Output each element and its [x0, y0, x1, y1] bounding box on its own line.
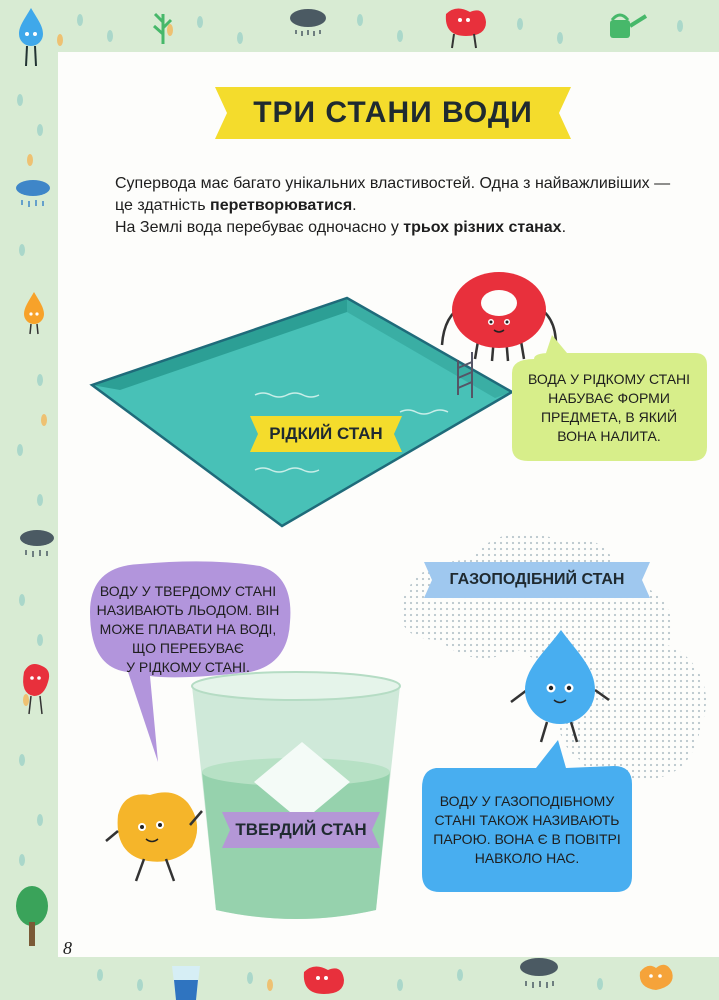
solid-bubble-text: ВОДУ У ТВЕРДОМУ СТАНІ НАЗИВАЮТЬ ЛЬОДОМ. ВІН МОЖЕ ПЛАВАТИ НА ВОДІ, ЩО ПЕРЕБУВАЄ У РІДКОМУ СТАНІ.	[96, 583, 280, 675]
intro-line-3: На Землі вода перебуває одночасно у трьох різних станах.	[115, 219, 567, 236]
gas-state-label: ГАЗОПОДІБНИЙ СТАН	[449, 571, 625, 588]
intro-line-1: Супервода має багато унікальних властивостей. Одна з найважливіших —	[115, 175, 671, 192]
gas-bubble-text: ВОДУ У ГАЗОПОДІБНОМУ СТАНІ ТАКОЖ НАЗИВАЮТЬ ПАРОЮ. ВОНА Є В ПОВІТРІ НАВКОЛО НАС.	[433, 793, 621, 866]
liquid-bubble-text: ВОДА У РІДКОМУ СТАНІ НАБУВАЄ ФОРМИ ПРЕДМЕТА, В ЯКИЙ ВОНА НАЛИТА.	[527, 371, 691, 444]
blue-drop-character	[505, 628, 615, 746]
solid-state-label: ТВЕРДИЙ СТАН	[235, 820, 367, 839]
intro-line-2: це здатність перетворюватися.	[115, 197, 357, 214]
page-number: 8	[63, 938, 72, 958]
liquid-state-label: РІДКИЙ СТАН	[269, 424, 383, 443]
page-title: ТРИ СТАНИ ВОДИ	[253, 96, 533, 129]
